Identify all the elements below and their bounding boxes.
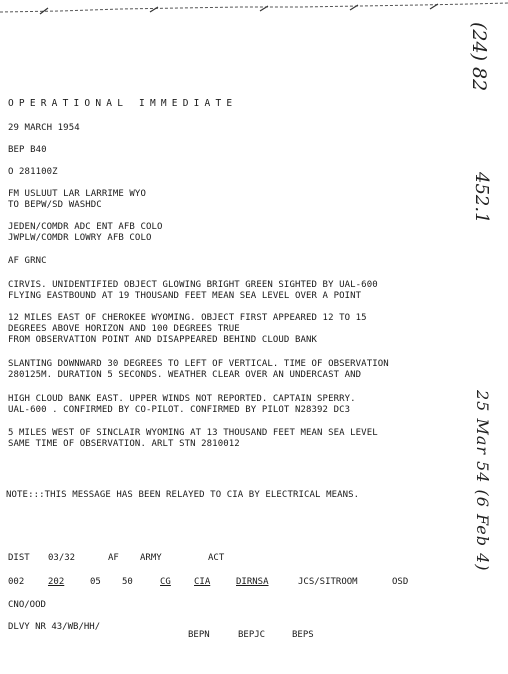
relay-note: NOTE:::THIS MESSAGE HAS BEEN RELAYED TO CIA BY ELECTRICAL MEANS. [6,490,360,500]
dtg-line: O 281100Z [8,167,58,177]
dist-code: DIRNSA [236,577,269,587]
dist-label: DIST [8,553,30,563]
dist-af: AF [108,553,119,563]
date-line: 29 MARCH 1954 [8,123,80,133]
body-line: SAME TIME OF OBSERVATION. ARLT STN 2810012 [8,439,240,449]
dist-code: 202 [48,577,65,587]
dist-code: OSD [392,577,409,587]
body-line: HIGH CLOUD BANK EAST. UPPER WINDS NOT REPORTED. CAPTAIN SPERRY. [8,394,356,404]
torn-top-edge [0,0,508,22]
body-line: FROM OBSERVATION POINT AND DISAPPEARED BEHIND CLOUD BANK [8,335,318,345]
beps-tag: BEPS [292,630,314,640]
body-line: FLYING EASTBOUND AT 19 THOUSAND FEET MEAN SEA LEVEL OVER A POINT [8,291,362,301]
precedence-line: OPERATIONAL IMMEDIATE [8,98,238,109]
body-line: 280125M. DURATION 5 SECONDS. WEATHER CLEAR OVER AN UNDERCAST AND [8,370,362,380]
dist-code: 002 [8,577,25,587]
body-line: 12 MILES EAST OF CHEROKEE WYOMING. OBJECT FIRST APPEARED 12 TO 15 [8,313,367,323]
bepn-tag: BEPN [188,630,210,640]
grnc-line: AF GRNC [8,256,47,266]
ref-line: BEP B40 [8,145,47,155]
to-line: TO BEPW/SD WASHDC [8,200,102,210]
dist-code: CG [160,577,171,587]
info-line-2: JWPLW/COMDR LOWRY AFB COLO [8,233,152,243]
dist-code: JCS/SITROOM [298,577,358,587]
dlvy-line: DLVY NR 43/WB/HH/ [8,622,101,632]
body-line: SLANTING DOWNWARD 30 DEGREES TO LEFT OF VERTICAL. TIME OF OBSERVATION [8,359,389,369]
handwritten-file-number: (24) 82 [468,22,490,92]
cno-line: CNO/OOD [8,600,46,610]
handwritten-date-note: 25 Mar 54 (6 Feb 4) [473,390,492,572]
info-line-1: JEDEN/COMDR ADC ENT AFB COLO [8,222,163,232]
dist-code: 05 [90,577,101,587]
body-line: UAL-600 . CONFIRMED BY CO-PILOT. CONFIRMED BY PILOT N28392 DC3 [8,405,351,415]
body-line: DEGREES ABOVE HORIZON AND 100 DEGREES TRUE [8,324,240,334]
handwritten-reference: 452.1 [471,172,492,224]
body-line: 5 MILES WEST OF SINCLAIR WYOMING AT 13 THOUSAND FEET MEAN SEA LEVEL [8,428,378,438]
dist-code: 50 [122,577,133,587]
dist-code: CIA [194,577,211,587]
bepjc-tag: BEPJC [238,630,266,640]
body-line: CIRVIS. UNIDENTIFIED OBJECT GLOWING BRIGHT GREEN SIGHTED BY UAL-600 [8,280,378,290]
dist-number: 03/32 [48,553,76,563]
from-line: FM USLUUT LAR LARRIME WYO [8,189,146,199]
dist-army: ARMY [140,553,162,563]
dist-act: ACT [208,553,225,563]
